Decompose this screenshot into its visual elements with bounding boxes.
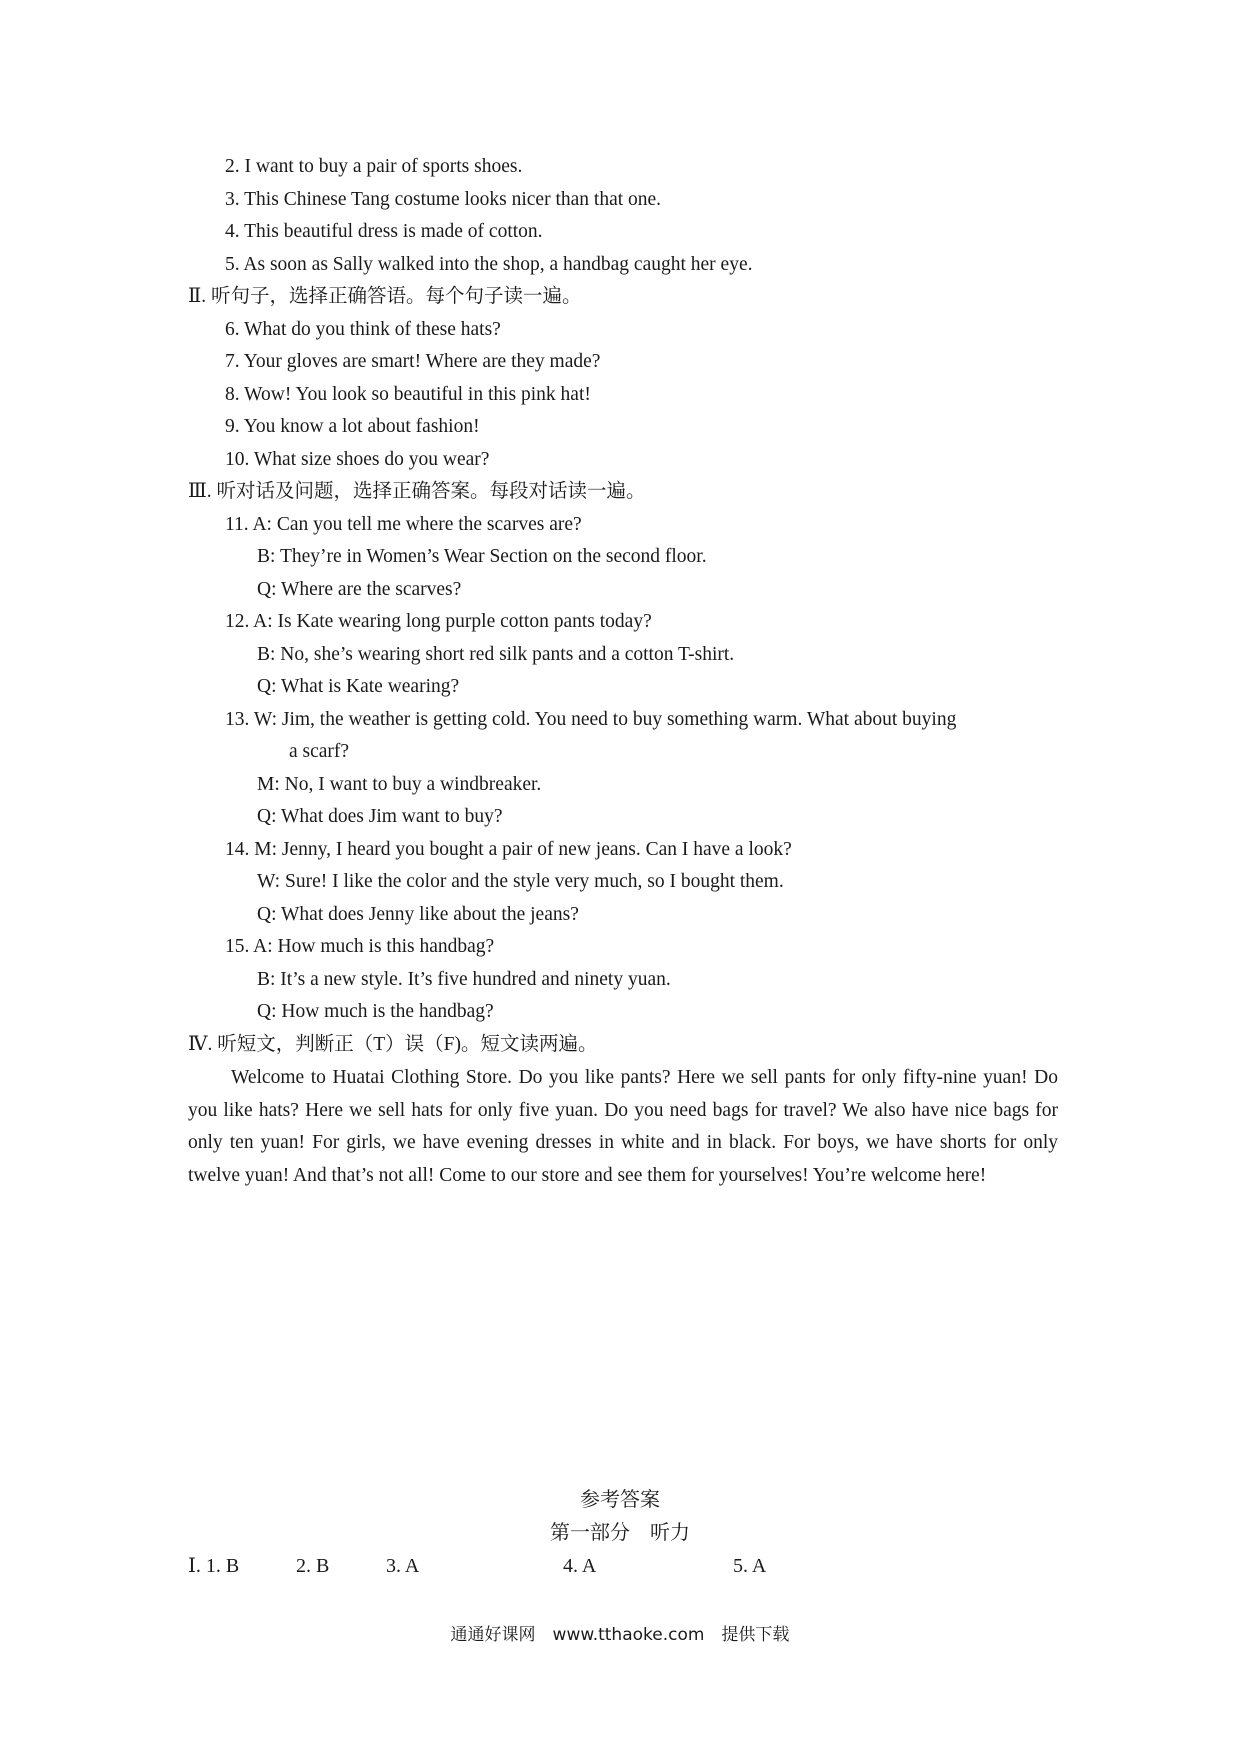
answer-2: 2. B [296,1555,330,1577]
item-8: 8. Wow! You look so beautiful in this pink hat! [225,384,591,405]
section-4-heading: Ⅳ. 听短文，判断正（T）误（F)。短文读两遍。 [188,1034,598,1055]
answer-3: 3. A [386,1555,420,1577]
q13-w-cont: a scarf? [289,741,350,762]
q14-w: W: Sure! I like the color and the style very much, so I bought them. [257,871,784,892]
q15-q: Q: How much is the handbag? [257,1001,494,1022]
item-2: 2. I want to buy a pair of sports shoes. [225,156,523,177]
section-2-heading: Ⅱ. 听句子，选择正确答语。每个句子读一遍。 [188,286,582,307]
q11-q: Q: Where are the scarves? [257,579,462,600]
q14-m: 14. M: Jenny, I heard you bought a pair of new jeans. Can I have a look? [225,839,792,860]
answer-1: Ⅰ. 1. B [188,1555,240,1577]
passage: Welcome to Huatai Clothing Store. Do you like pants? Here we sell pants for only fifty-nine yuan! Do you like hats? Here we sell hats for only five yuan. Do you need bags for travel? We also have nice bags for only ten yuan! For girls, we have evening dresses in white and in black. For boys, we have shorts for only twelve yuan! And that’s not all! Come to our store and see them for yourselves! You’re welcome here! [188,1067,1058,1186]
q15-b: B: It’s a new style. It’s five hundred and ninety yuan. [257,969,671,990]
answers-title: 参考答案 [580,1489,660,1511]
item-7: 7. Your gloves are smart! Where are they made? [225,351,601,372]
q11-b: B: They’re in Women’s Wear Section on the second floor. [257,546,707,567]
q13-q: Q: What does Jim want to buy? [257,806,503,827]
answer-4: 4. A [563,1555,597,1577]
q11-a: 11. A: Can you tell me where the scarves are? [225,514,582,535]
answer-5: 5. A [733,1555,767,1577]
footer-credit: 通通好课网 www.tthaoke.com 提供下载 [450,1625,790,1645]
item-9: 9. You know a lot about fashion! [225,416,480,437]
q15-a: 15. A: How much is this handbag? [225,936,495,957]
section-3-heading: Ⅲ. 听对话及问题，选择正确答案。每段对话读一遍。 [188,481,646,502]
q14-q: Q: What does Jenny like about the jeans? [257,904,579,925]
item-5: 5. As soon as Sally walked into the shop, a handbag caught her eye. [225,254,753,275]
q13-m: M: No, I want to buy a windbreaker. [257,774,542,795]
item-10: 10. What size shoes do you wear? [225,449,490,470]
item-4: 4. This beautiful dress is made of cotton. [225,221,543,242]
q12-q: Q: What is Kate wearing? [257,676,460,697]
q12-a: 12. A: Is Kate wearing long purple cotton pants today? [225,611,652,632]
q13-w: 13. W: Jim, the weather is getting cold. You need to buy something warm. What about buying [225,709,957,730]
q12-b: B: No, she’s wearing short red silk pants and a cotton T-shirt. [257,644,735,665]
answers-subtitle: 第一部分 听力 [550,1522,690,1544]
item-6: 6. What do you think of these hats? [225,319,501,340]
item-3: 3. This Chinese Tang costume looks nicer than that one. [225,189,662,210]
